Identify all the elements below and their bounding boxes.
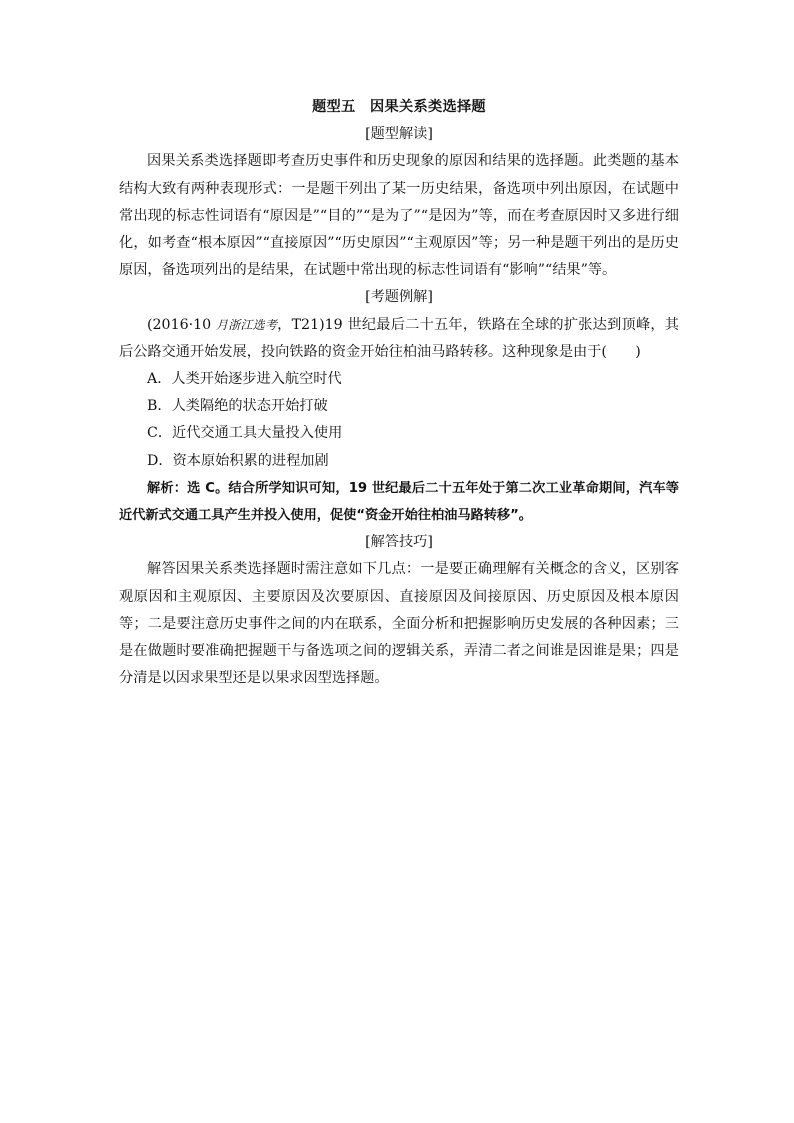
question-source-exam: 月浙江选考 [215, 317, 278, 332]
tips-paragraph: 解答因果关系类选择题时需注意如下几点：一是要正确理解有关概念的含义，区别客观原因和主观原因、主要原因及次要原因、直接原因及间接原因、历史原因及根本原因等；二是要注意历史事件之间的内在联系，全面分析和把握影响历史发展的各种因素；三是在做题时要准确把握题干与备选项之间的逻辑关系，弄清二者之间谁是因谁是果；四是分清是以因求果型还是以果求因型选择题。 [119, 561, 679, 687]
interpretation-paragraph: 因果关系类选择题即考查历史事件和历史现象的原因和结果的选择题。此类题的基本结构大致有两种表现形式：一是题干列出了某一历史结果，备选项中列出原因，在试题中常出现的标志性词语有“原因是”“目的”“是为了”“是因为”等，而在考查原因时又多进行细化，如考查“根本原因”“直接原因”“历史原因”“主观原因”等；另一种是题干列出的是历史原因，备选项列出的是结果，在试题中常出现的标志性词语有“影响”“结果”等。 [119, 153, 679, 279]
option-a: A．人类开始逐步进入航空时代 [147, 371, 342, 388]
option-b: B．人类隔绝的状态开始打破 [147, 398, 328, 415]
question-source-open: (2016·10 [147, 316, 216, 333]
section-heading-example: [考题例解] [365, 289, 433, 306]
question-source-close: ，T21) [277, 316, 325, 333]
section-heading-interpretation: [题型解读] [365, 126, 433, 143]
document-body [119, 94, 679, 692]
question-stem-text: 19 世纪最后二十五年，铁路在全球的扩张达到顶峰，其后公路交通开始发展，投向铁路的资金开始往柏油马路转移。这种现象是由于( ) [119, 316, 679, 360]
option-c: C．近代交通工具大量投入使用 [147, 425, 343, 442]
analysis-paragraph: 解析：选 C。结合所学知识可知，19 世纪最后二十五年处于第二次工业革命期间，汽车等近代新式交通工具产生并投入使用，促使“资金开始往柏油马路转移”。 [119, 480, 679, 524]
question-stem [119, 312, 679, 366]
section-heading-tips: [解答技巧] [365, 534, 433, 551]
page-title: 题型五 因果关系类选择题 [312, 99, 486, 115]
option-d: D．资本原始积累的进程加剧 [147, 452, 329, 469]
